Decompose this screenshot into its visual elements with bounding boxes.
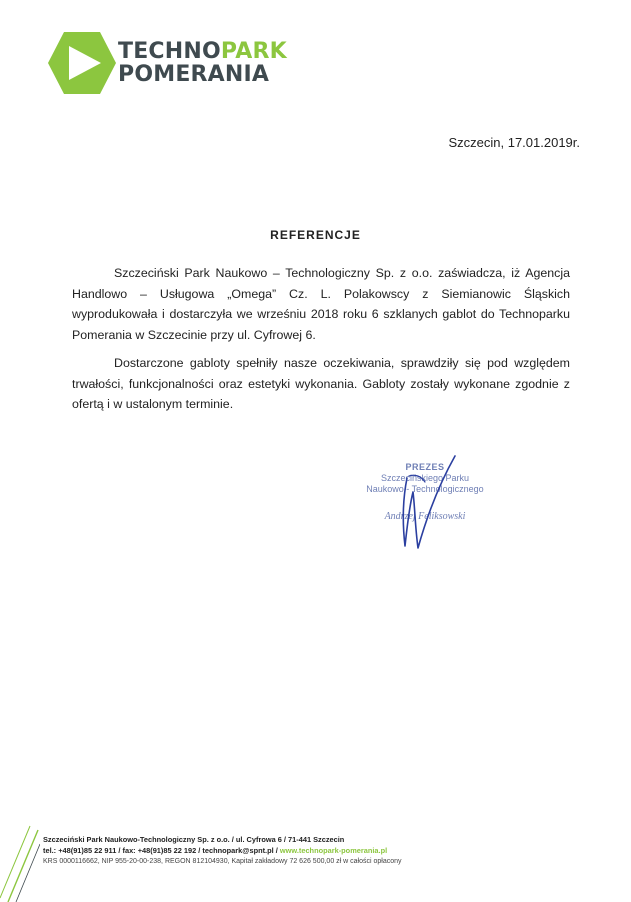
- letter-body: [72, 263, 570, 423]
- logo-word-techno: TECHNO: [118, 39, 221, 64]
- footer-text: [43, 834, 402, 867]
- company-logo: [47, 28, 287, 98]
- stamp-org-line2: Naukowo - Technologicznego: [366, 484, 484, 494]
- stamp-position: PREZES: [405, 462, 445, 472]
- letter-date: Szczecin, 17.01.2019r.: [448, 135, 580, 150]
- logo-wordmark: [118, 41, 287, 87]
- letter-title: REFERENCJE: [270, 228, 361, 242]
- logo-word-pomerania: POMERANIA: [118, 62, 270, 87]
- logo-hexagon-icon: [47, 30, 117, 96]
- footer-website-link[interactable]: www.technopark-pomerania.pl: [279, 846, 388, 855]
- stamp-org-line1: Szczecińskiego Parku: [380, 473, 470, 483]
- stamp-name: Andrzej Feliksowski: [384, 511, 466, 522]
- footer-address: Szczeciński Park Naukowo-Technologiczny Sp. z o.o. / ul. Cyfrowa 6 / 71-441 Szczecin: [43, 835, 345, 844]
- logo-word-park: PARK: [220, 39, 287, 64]
- letter-footer: [0, 820, 631, 902]
- handwritten-signature: [385, 448, 475, 558]
- letter-paragraph-2: Dostarczone gabloty spełniły nasze oczekiwania, sprawdziły się pod względem trwałości, funkcjonalności oraz estetyki wykonania. Gabloty zostały wykonane zgodnie z ofertą i w ustalonym terminie.: [72, 356, 570, 411]
- footer-decoration-icon: [0, 820, 40, 902]
- footer-contact: tel.: +48(91)85 22 911 / fax: +48(91)85 22 192 / technopark@spnt.pl /: [43, 846, 280, 855]
- letter-paragraph-1: Szczeciński Park Naukowo – Technologiczny Sp. z o.o. zaświadcza, iż Agencja Handlowo – Usługowa „Omega” Cz. L. Polakowscy z Siemianowic Śląskich wyprodukowała i dostarczyła we wrześniu 2018 roku 6 szklanych gablot do Technoparku Pomerania w Szczecinie przy ul. Cyfrowej 6.: [72, 266, 570, 342]
- footer-registry: KRS 0000116662, NIP 955-20-00-238, REGON 812104930, Kapitał zakładowy 72 626 500,00 zł w całości opłacony: [43, 858, 402, 865]
